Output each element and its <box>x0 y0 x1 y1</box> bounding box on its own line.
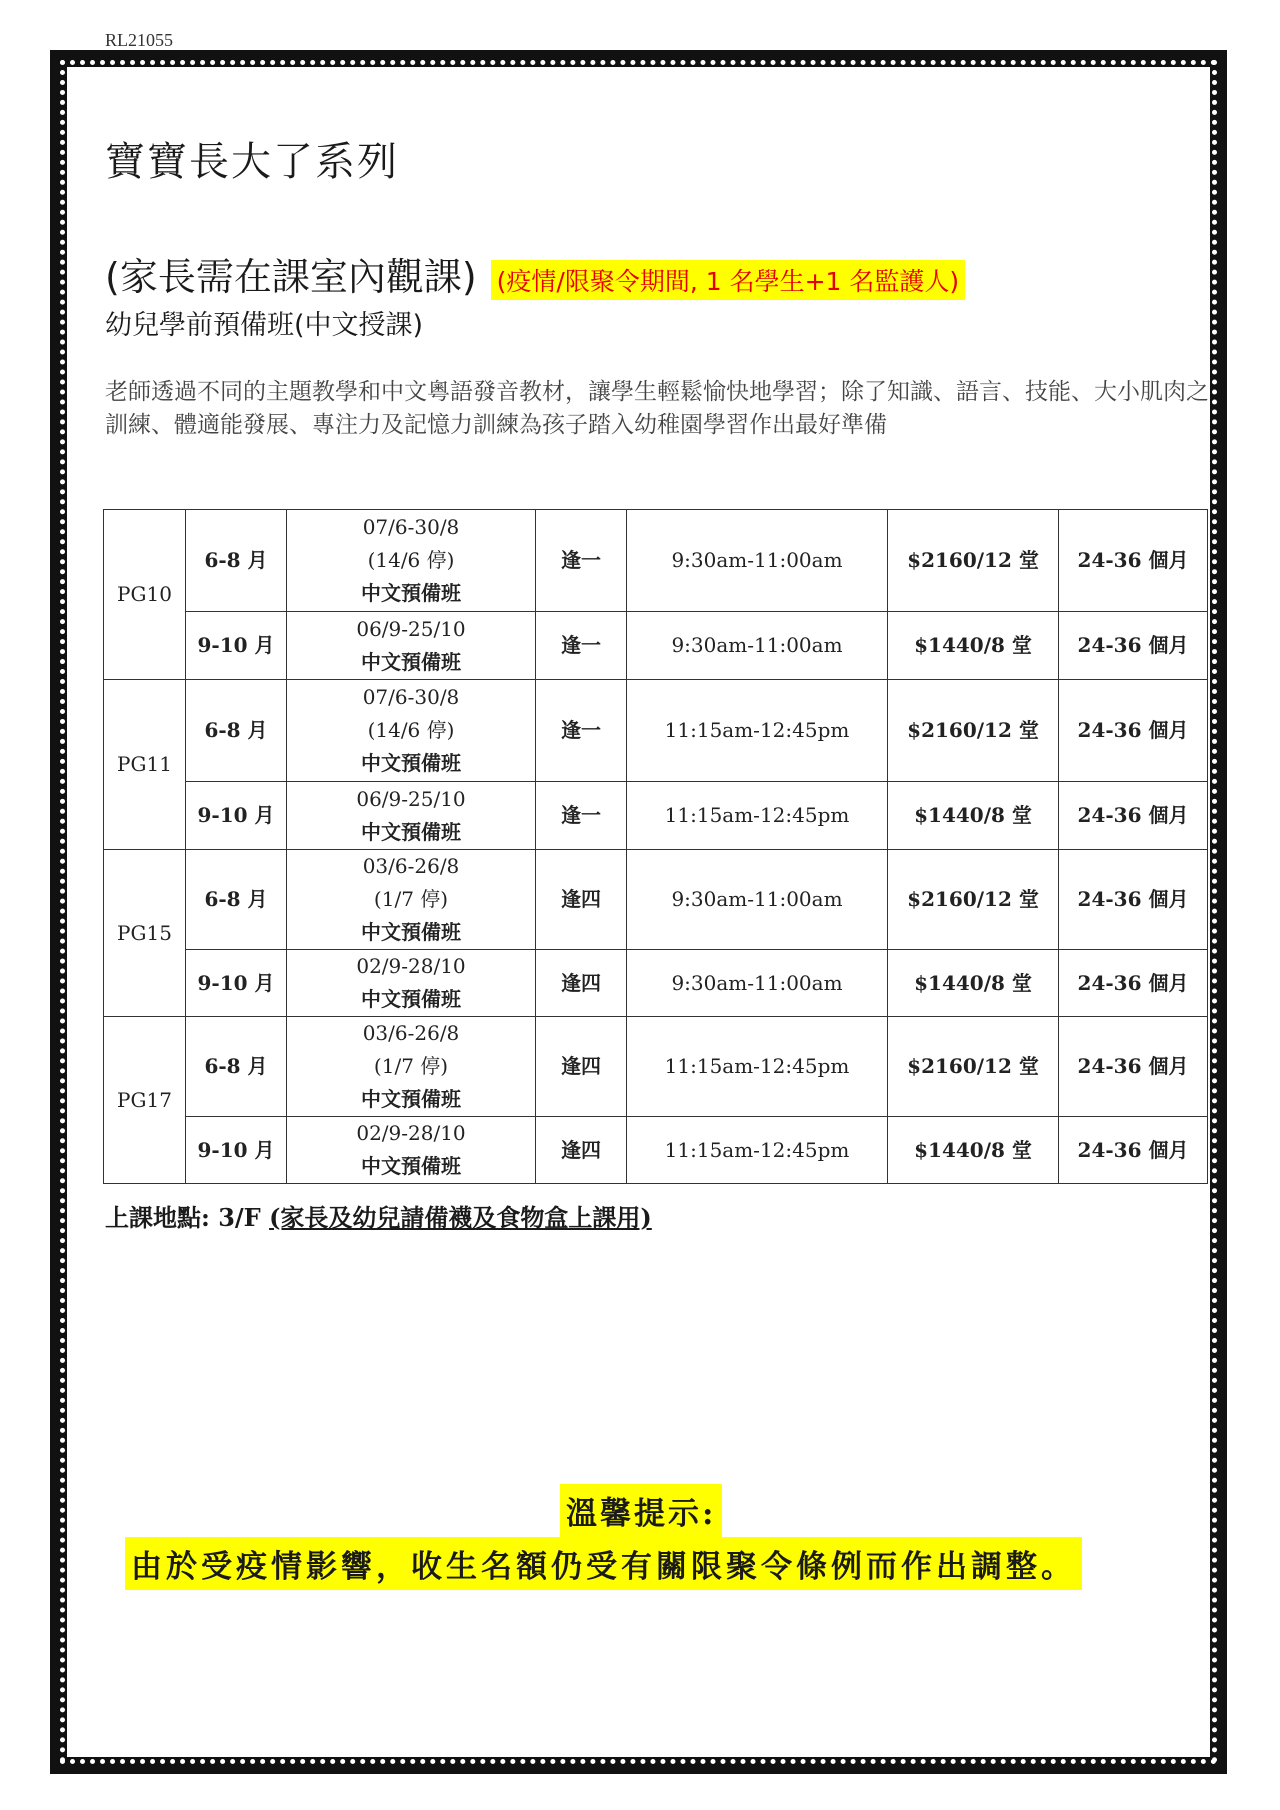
subtitle: (家長需在課室內觀課) <box>105 255 477 299</box>
date-range: 03/6-26/8 <box>362 854 460 878</box>
location <box>105 1198 652 1233</box>
fee-cell: $2160/12 堂 <box>888 510 1059 612</box>
age-cell: 24-36 個月 <box>1059 680 1208 782</box>
class-type: 中文預備班 <box>361 581 461 605</box>
table-row <box>104 1017 1208 1117</box>
table-row <box>104 782 1208 850</box>
class-type: 中文預備班 <box>361 920 461 944</box>
age-cell: 24-36 個月 <box>1059 782 1208 850</box>
dates-cell <box>287 510 536 612</box>
age-cell: 24-36 個月 <box>1059 950 1208 1017</box>
dates-cell <box>287 1117 536 1184</box>
suspension-note: (14/6 停) <box>367 718 455 742</box>
time-cell: 9:30am-11:00am <box>627 510 888 612</box>
weekday-cell: 逢四 <box>536 950 627 1017</box>
table-row <box>104 612 1208 680</box>
schedule-body <box>104 510 1208 1184</box>
date-range: 03/6-26/8 <box>362 1021 460 1045</box>
fee-cell: $1440/8 堂 <box>888 782 1059 850</box>
time-cell: 9:30am-11:00am <box>627 612 888 680</box>
weekday-cell: 逢四 <box>536 1017 627 1117</box>
age-cell: 24-36 個月 <box>1059 1017 1208 1117</box>
time-cell: 9:30am-11:00am <box>627 950 888 1017</box>
date-range: 02/9-28/10 <box>356 954 466 978</box>
weekday-cell: 逢一 <box>536 782 627 850</box>
location-label: 上課地點: 3/F <box>105 1203 261 1232</box>
class-type: 中文預備班 <box>361 1154 461 1178</box>
weekday-cell: 逢一 <box>536 680 627 782</box>
dates-cell <box>287 680 536 782</box>
class-code: PG15 <box>104 850 186 1017</box>
weekday-cell: 逢一 <box>536 510 627 612</box>
table-row <box>104 850 1208 950</box>
date-range: 06/9-25/10 <box>356 786 466 811</box>
table-row <box>104 1117 1208 1184</box>
class-type: 中文預備班 <box>361 649 461 674</box>
class-code: PG11 <box>104 680 186 850</box>
class-type: 中文預備班 <box>361 1087 461 1111</box>
dates-cell <box>287 850 536 950</box>
covid-note: (疫情/限聚令期間, 1 名學生+1 名監護人) <box>491 260 965 300</box>
month-cell: 9-10 月 <box>186 612 287 680</box>
fee-cell: $1440/8 堂 <box>888 612 1059 680</box>
location-note: (家長及幼兒請備襪及食物盒上課用) <box>269 1203 652 1232</box>
month-cell: 9-10 月 <box>186 950 287 1017</box>
time-cell: 11:15am-12:45pm <box>627 782 888 850</box>
date-range: 07/6-30/8 <box>362 685 460 709</box>
fee-cell: $1440/8 堂 <box>888 1117 1059 1184</box>
age-cell: 24-36 個月 <box>1059 612 1208 680</box>
month-cell: 6-8 月 <box>186 680 287 782</box>
time-cell: 11:15am-12:45pm <box>627 1117 888 1184</box>
suspension-note: (14/6 停) <box>367 548 455 572</box>
suspension-note: (1/7 停) <box>373 887 449 911</box>
suspension-note: (1/7 停) <box>373 1054 449 1078</box>
dates-cell <box>287 612 536 680</box>
age-cell: 24-36 個月 <box>1059 1117 1208 1184</box>
weekday-cell: 逢四 <box>536 1117 627 1184</box>
month-cell: 6-8 月 <box>186 510 287 612</box>
class-name: 幼兒學前預備班(中文授課) <box>105 310 424 341</box>
dates-cell <box>287 950 536 1017</box>
fee-cell: $2160/12 堂 <box>888 680 1059 782</box>
table-row <box>104 510 1208 612</box>
fee-cell: $2160/12 堂 <box>888 850 1059 950</box>
class-type: 中文預備班 <box>361 819 461 844</box>
date-range: 07/6-30/8 <box>362 515 460 539</box>
weekday-cell: 逢四 <box>536 850 627 950</box>
page-title: 寶寶長大了系列 <box>105 139 399 185</box>
schedule-table <box>103 509 1208 1184</box>
class-type: 中文預備班 <box>361 987 461 1011</box>
class-type: 中文預備班 <box>361 751 461 775</box>
date-range: 06/9-25/10 <box>356 616 466 641</box>
tip-title: 溫馨提示: <box>560 1484 722 1537</box>
month-cell: 9-10 月 <box>186 1117 287 1184</box>
tip-text: 由於受疫情影響，收生名額仍受有關限聚令條例而作出調整。 <box>125 1537 1082 1590</box>
table-row <box>104 680 1208 782</box>
document-code: RL21055 <box>105 30 174 50</box>
age-cell: 24-36 個月 <box>1059 510 1208 612</box>
fee-cell: $2160/12 堂 <box>888 1017 1059 1117</box>
description: 老師透過不同的主題教學和中文粵語發音教材，讓學生輕鬆愉快地學習；除了知識、語言、技能、大小肌肉之訓練、體適能發展、專注力及記憶力訓練為孩子踏入幼稚園學習作出最好準備 <box>105 379 1209 438</box>
fee-cell: $1440/8 堂 <box>888 950 1059 1017</box>
month-cell: 9-10 月 <box>186 782 287 850</box>
month-cell: 6-8 月 <box>186 850 287 950</box>
table-row <box>104 950 1208 1017</box>
weekday-cell: 逢一 <box>536 612 627 680</box>
time-cell: 9:30am-11:00am <box>627 850 888 950</box>
month-cell: 6-8 月 <box>186 1017 287 1117</box>
class-code: PG10 <box>104 510 186 680</box>
date-range: 02/9-28/10 <box>356 1121 466 1145</box>
dates-cell <box>287 1017 536 1117</box>
time-cell: 11:15am-12:45pm <box>627 1017 888 1117</box>
time-cell: 11:15am-12:45pm <box>627 680 888 782</box>
class-code: PG17 <box>104 1017 186 1184</box>
dates-cell <box>287 782 536 850</box>
subtitle-line <box>105 246 965 301</box>
age-cell: 24-36 個月 <box>1059 850 1208 950</box>
